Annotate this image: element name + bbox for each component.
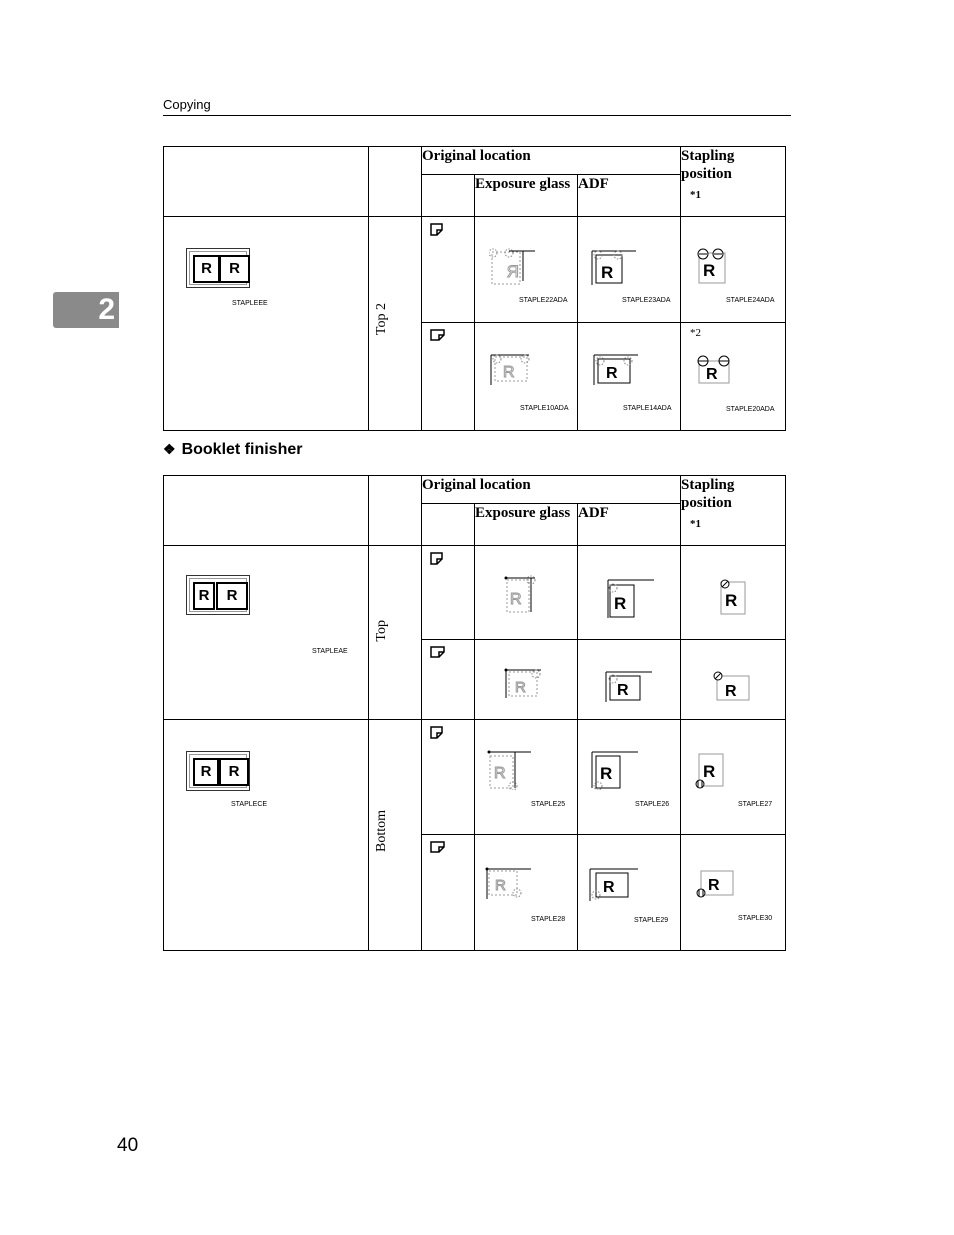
svg-text:R: R [708, 877, 720, 894]
figure-caption: STAPLE25 [531, 801, 566, 808]
staple-position-cell [681, 323, 786, 431]
staple-mark-icon [695, 353, 735, 387]
landscape-orientation-icon [430, 841, 445, 853]
adf-original-icon [592, 349, 642, 389]
glass-figure-cell [475, 217, 578, 323]
glass-original-icon [503, 574, 543, 616]
svg-text:R: R [515, 679, 526, 696]
control-panel-cell [164, 546, 369, 720]
figure-caption: STAPLE26 [635, 801, 670, 808]
blank-header [369, 476, 422, 546]
note-ref: *1 [690, 189, 702, 201]
svg-text:R: R [706, 366, 718, 383]
stapling-table-top2 [163, 146, 786, 431]
stapling-table-booklet [163, 475, 786, 951]
note-ref: *2 [690, 327, 702, 339]
blank-header [369, 147, 422, 217]
figure-caption: STAPLE22ADA [519, 297, 568, 304]
mode-label: Top [374, 620, 389, 642]
staple-position-cell [681, 546, 786, 640]
svg-text:R: R [725, 591, 738, 610]
mode-label: Top 2 [374, 303, 389, 336]
figure-caption: STAPLE24ADA [726, 297, 775, 304]
mode-cell [369, 720, 422, 951]
orientation-cell [422, 640, 475, 720]
adf-figure-cell [578, 546, 681, 640]
staple-position-cell [681, 835, 786, 951]
portrait-orientation-icon [430, 223, 444, 237]
adf-original-icon [604, 668, 654, 704]
adf-figure-cell [578, 640, 681, 720]
staple-key-icon [186, 751, 250, 791]
mode-cell [369, 217, 422, 431]
staple-position-cell [681, 640, 786, 720]
diamond-bullet-icon: ❖ [163, 441, 176, 457]
adf-original-icon [590, 245, 640, 287]
staple-mark-icon [693, 867, 737, 901]
glass-original-icon [489, 349, 539, 389]
glass-figure-cell [475, 323, 578, 431]
svg-text:R: R [617, 682, 629, 699]
staple-position-cell [681, 720, 786, 835]
svg-text:R: R [703, 762, 716, 781]
svg-text:R: R [506, 262, 519, 281]
original-location-header: Original location [422, 147, 681, 175]
blank-header [164, 147, 369, 217]
chapter-tab: 2 [53, 292, 119, 328]
blank-orientation-header [422, 504, 475, 546]
staple-mark-icon [711, 668, 755, 704]
card-r-icon: R [193, 582, 215, 610]
adf-figure-cell [578, 835, 681, 951]
glass-original-icon [489, 245, 539, 287]
portrait-orientation-icon [430, 726, 444, 740]
glass-original-icon [487, 748, 533, 790]
adf-header: ADF [578, 504, 681, 546]
orientation-cell [422, 546, 475, 640]
staple-mark-icon [695, 245, 735, 287]
control-panel-cell [164, 217, 369, 431]
figure-caption: STAPLE27 [738, 801, 773, 808]
svg-text:R: R [703, 261, 716, 280]
adf-header: ADF [578, 175, 681, 217]
adf-original-icon [588, 865, 640, 903]
glass-figure-cell [475, 835, 578, 951]
stapling-position-label: Stapling position [681, 148, 735, 182]
card-r-icon: R [193, 255, 220, 283]
figure-caption: STAPLE23ADA [622, 297, 671, 304]
staple-key-icon [186, 248, 250, 288]
figure-caption: STAPLE14ADA [623, 405, 672, 412]
figure-caption: STAPLECE [231, 801, 268, 808]
figure-caption: STAPLE10ADA [520, 405, 569, 412]
staple-key-icon [186, 575, 250, 615]
running-header: Copying [163, 97, 211, 112]
glass-figure-cell [475, 720, 578, 835]
landscape-orientation-icon [430, 329, 445, 341]
glass-figure-cell [475, 640, 578, 720]
card-r-icon: R [219, 255, 250, 283]
figure-caption: STAPLE28 [531, 916, 566, 923]
svg-text:R: R [494, 765, 506, 782]
portrait-orientation-icon [430, 552, 444, 566]
mode-cell [369, 546, 422, 720]
adf-original-icon [590, 748, 640, 790]
blank-orientation-header [422, 175, 475, 217]
orientation-cell [422, 323, 475, 431]
original-location-header: Original location [422, 476, 681, 504]
section-title [163, 441, 302, 459]
staple-position-cell [681, 217, 786, 323]
mode-label: Bottom [374, 810, 389, 853]
adf-original-icon [606, 576, 656, 620]
control-panel-cell [164, 720, 369, 951]
figure-caption: STAPLEAE [312, 648, 348, 655]
card-r-icon: R [219, 758, 249, 786]
orientation-cell [422, 835, 475, 951]
svg-text:R: R [603, 879, 615, 896]
svg-text:R: R [503, 364, 515, 381]
note-ref: *1 [690, 518, 702, 530]
card-r-icon: R [216, 582, 248, 610]
orientation-cell [422, 720, 475, 835]
adf-figure-cell [578, 323, 681, 431]
svg-text:R: R [614, 594, 627, 613]
orientation-cell [422, 217, 475, 323]
figure-caption: STAPLEEE [232, 300, 268, 307]
stapling-position-header [681, 147, 786, 217]
blank-header [164, 476, 369, 546]
svg-text:R: R [601, 263, 614, 282]
adf-figure-cell [578, 720, 681, 835]
glass-original-icon [503, 666, 547, 700]
glass-figure-cell [475, 546, 578, 640]
adf-figure-cell [578, 217, 681, 323]
svg-text:R: R [725, 683, 737, 700]
stapling-position-label: Stapling position [681, 477, 735, 511]
staple-mark-icon [719, 578, 759, 618]
figure-caption: STAPLE20ADA [726, 406, 775, 413]
landscape-orientation-icon [430, 646, 445, 658]
header-rule [163, 115, 791, 116]
glass-original-icon [485, 865, 535, 901]
exposure-glass-header: Exposure glass [475, 504, 578, 546]
svg-text:R: R [600, 764, 613, 783]
figure-caption: STAPLE29 [634, 917, 669, 924]
svg-text:R: R [510, 591, 522, 608]
section-title-text: Booklet finisher [181, 441, 303, 458]
exposure-glass-header: Exposure glass [475, 175, 578, 217]
figure-caption: STAPLE30 [738, 915, 773, 922]
card-r-icon: R [193, 758, 219, 786]
svg-text:R: R [495, 877, 506, 894]
svg-text:R: R [606, 365, 618, 382]
page-number: 40 [117, 1135, 139, 1156]
stapling-position-header [681, 476, 786, 546]
staple-mark-icon [693, 750, 733, 792]
